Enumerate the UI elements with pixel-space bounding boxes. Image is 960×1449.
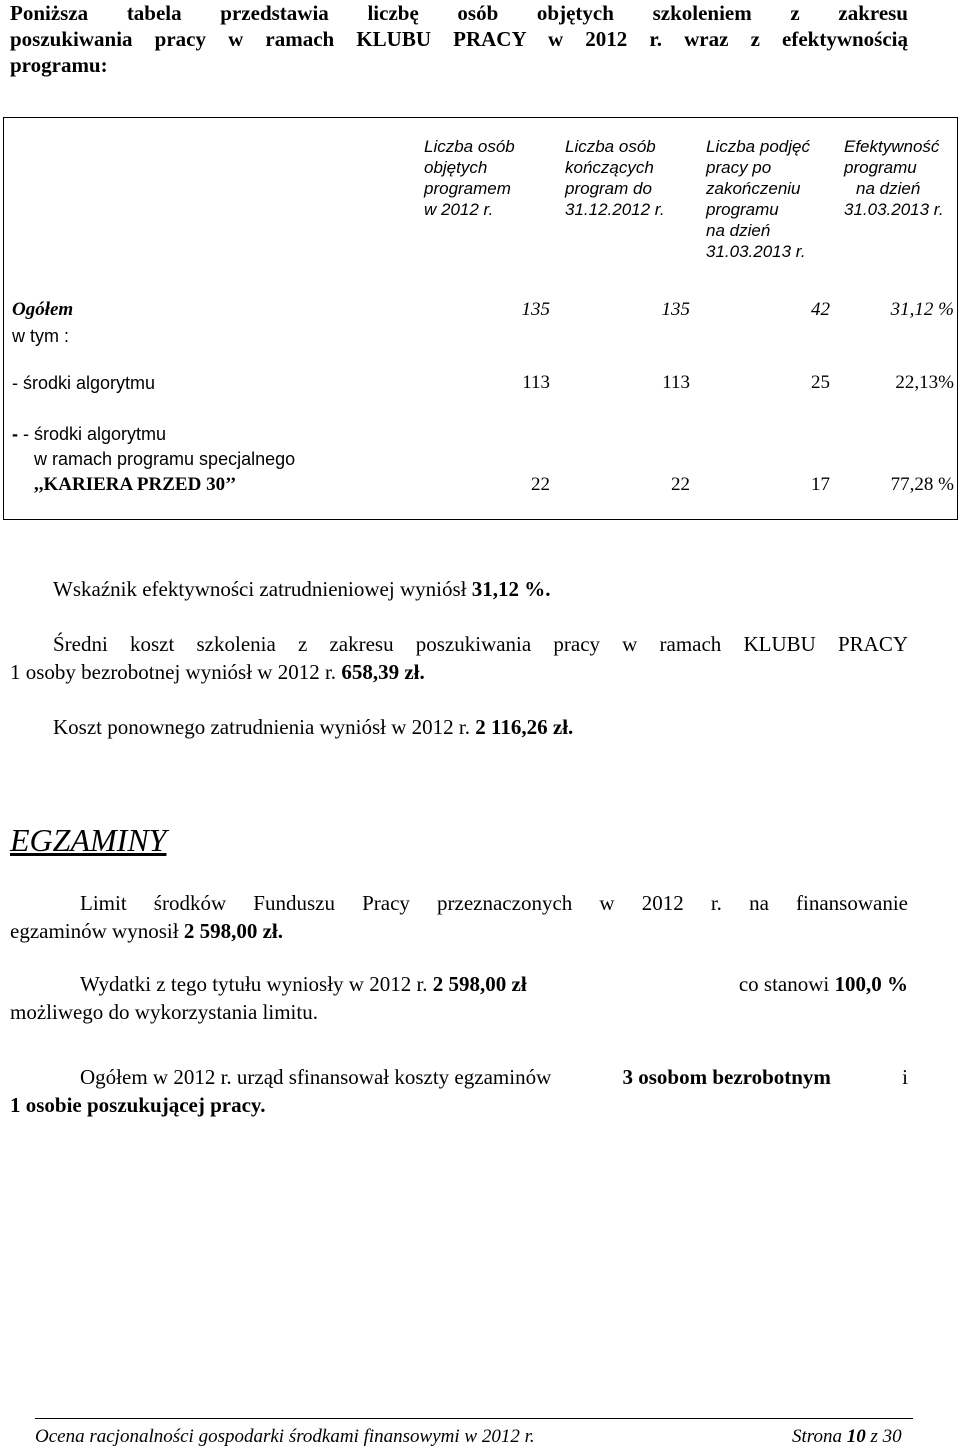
header-col-1-line: Liczba osób <box>424 137 515 156</box>
exam-expenses-line-2: możliwego do wykorzystania limitu. <box>10 1000 318 1024</box>
footer-divider <box>35 1418 913 1419</box>
table-cell: 113 <box>662 372 690 393</box>
header-col-4-line: na dzień <box>856 179 921 198</box>
effectiveness-paragraph <box>53 575 550 603</box>
exam-expenses-text: Wydatki z tego tytułu wyniosły w 2012 r. <box>80 972 428 996</box>
header-col-4-line: 31.03.2013 r. <box>844 200 944 219</box>
row-algorithm-label: - środki algorytmu <box>12 373 156 393</box>
exam-limit-line-2 <box>10 917 283 945</box>
header-col-2-line: program do <box>565 179 652 198</box>
header-col-4-line: Efektywność <box>844 137 940 156</box>
reemployment-cost-value: 2 116,26 zł. <box>475 715 574 739</box>
exam-expenses-part <box>80 970 527 998</box>
exam-funding-unemployed: 3 osobom bezrobotnym <box>622 1065 831 1089</box>
training-table <box>3 117 958 520</box>
row-special-program-name: ,,KARIERA PRZED 30’’ <box>34 474 237 495</box>
header-col-3-line: Liczba podjęć <box>706 137 810 156</box>
table-cell: 77,28 % <box>890 474 954 495</box>
table-cell: 22 <box>531 474 550 495</box>
reemployment-cost-paragraph <box>53 713 573 741</box>
exam-limit-text: egzaminów wynosił <box>10 919 179 943</box>
header-col-1-line: objętych <box>424 158 488 177</box>
header-col-2-line: kończących <box>565 158 654 177</box>
header-col-1-line: w 2012 r. <box>424 200 494 219</box>
exam-expenses-share-value: 100,0 % <box>834 972 908 996</box>
intro-line-2: poszukiwania pracy w ramach KLUBU PRACY w 2012 r. wraz z efektywnością <box>10 27 908 51</box>
exam-funding-jobseeker: 1 osobie poszukującej pracy. <box>10 1093 266 1117</box>
exam-funding-text: Ogółem w 2012 r. urząd sfinansował koszty egzaminów <box>80 1065 552 1089</box>
header-col-4-line: programu <box>844 158 917 177</box>
intro-paragraph <box>10 0 908 78</box>
intro-line-1: Poniższa tabela przedstawia liczbę osób objętych szkoleniem z zakresu <box>10 1 908 25</box>
table-cell: 135 <box>521 299 550 320</box>
table-cell: 17 <box>811 474 830 495</box>
table-cell: 135 <box>661 299 690 320</box>
footer-page-prefix: Strona <box>792 1426 842 1447</box>
header-col-3-line: na dzień <box>706 221 771 240</box>
avg-cost-line-2 <box>10 658 425 686</box>
effectiveness-value: 31,12 %. <box>471 577 551 601</box>
header-col-3-line: zakończeniu <box>706 179 801 198</box>
row-special-label-2: w ramach programu specjalnego <box>34 449 296 469</box>
row-total-sublabel: w tym : <box>12 326 69 346</box>
exam-expenses-part <box>739 970 908 998</box>
exam-limit-line-1: Limit środków Funduszu Pracy przeznaczonych w 2012 r. na finansowanie <box>80 891 908 915</box>
exam-expenses-value: 2 598,00 zł <box>432 972 527 996</box>
header-col-3 <box>706 136 836 262</box>
header-col-1-line: programem <box>424 179 511 198</box>
avg-cost-text: 1 osoby bezrobotnej wyniósł w 2012 r. <box>10 660 337 684</box>
table-cell: 22,13% <box>895 372 954 393</box>
table-cell: 31,12 % <box>890 299 954 320</box>
row-special-label: - - środki algorytmu <box>12 424 167 444</box>
table-cell: 42 <box>811 299 830 320</box>
footer-page-sep: z <box>870 1426 878 1447</box>
header-col-3-line: programu <box>706 200 779 219</box>
header-col-3-line: pracy po <box>706 158 772 177</box>
table-cell: 22 <box>671 474 690 495</box>
exam-expenses-line-1 <box>80 970 908 998</box>
footer-title: Ocena racjonalności gospodarki środkami finansowymi w 2012 r. <box>35 1426 535 1447</box>
effectiveness-text: Wskaźnik efektywności zatrudnieniowej wyniósł <box>53 577 467 601</box>
exam-limit-value: 2 598,00 zł. <box>183 919 283 943</box>
row-special-label-1: - środki algorytmu <box>23 424 167 444</box>
header-col-1 <box>424 136 544 220</box>
avg-cost-line-1: Średni koszt szkolenia z zakresu poszukiwania pracy w ramach KLUBU PRACY <box>53 632 908 656</box>
header-col-2 <box>565 136 695 220</box>
header-col-2-line: Liczba osób <box>565 137 656 156</box>
row-total-label: Ogółem <box>12 299 74 320</box>
section-title: EGZAMINY <box>10 822 167 858</box>
exam-expenses-share-text: co stanowi <box>738 972 830 996</box>
reemployment-cost-text: Koszt ponownego zatrudnienia wyniósł w 2012 r. <box>53 715 471 739</box>
exam-funding-line-2 <box>10 1091 266 1119</box>
header-col-4 <box>844 136 956 220</box>
footer-page-number <box>792 1426 902 1448</box>
footer-page-total: 30 <box>882 1426 902 1447</box>
exam-funding-conj: i <box>902 1065 908 1089</box>
intro-line-3: programu: <box>10 53 108 77</box>
footer-page-current: 10 <box>846 1426 866 1447</box>
avg-cost-value: 658,39 zł. <box>341 660 425 684</box>
exam-funding-line-1 <box>80 1063 908 1091</box>
header-col-2-line: 31.12.2012 r. <box>565 200 665 219</box>
table-cell: 113 <box>522 372 550 393</box>
header-col-3-line: 31.03.2013 r. <box>706 242 806 261</box>
table-cell: 25 <box>811 372 830 393</box>
